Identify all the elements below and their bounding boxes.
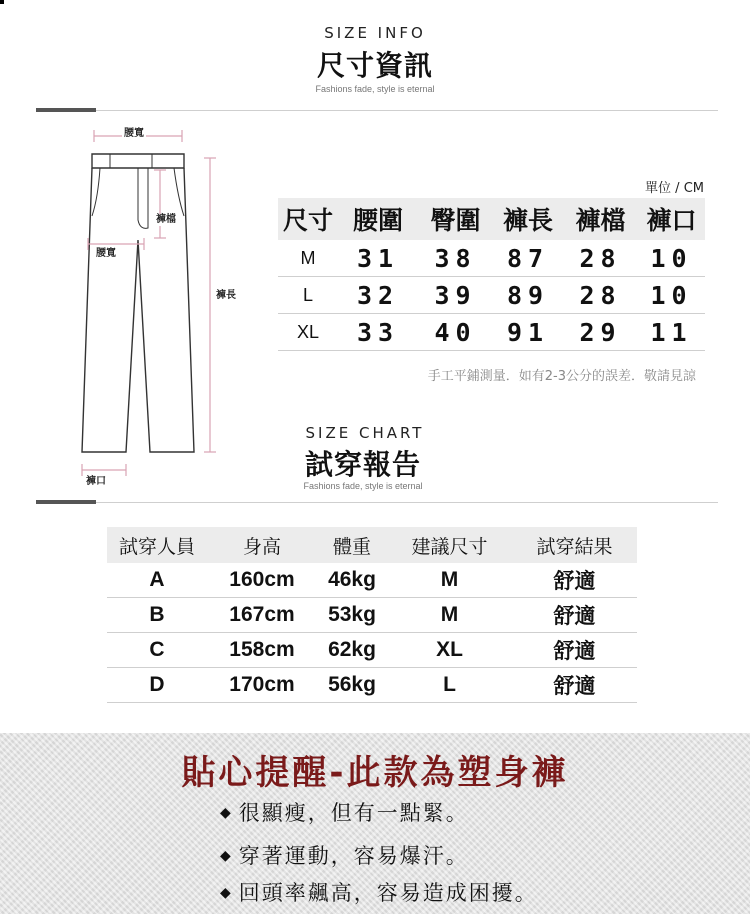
size-cell: 91 — [506, 317, 550, 347]
reminder-title: 貼心提醒-此款為塑身褲 — [181, 753, 569, 793]
measurement-note: 手工平鋪測量．如有2-3公分的誤差．敬請見諒 — [427, 369, 696, 384]
try-cell: 舒適 — [553, 639, 596, 663]
diagram-label-waist-top: 腰寬 — [124, 128, 144, 139]
size-cell: 31 — [356, 243, 400, 273]
table-row — [278, 277, 705, 314]
diagram-label-crotch: 褲檔 — [156, 214, 176, 225]
size-info-subtitle: Fashions fade, style is eternal — [315, 84, 435, 94]
section-divider — [96, 502, 718, 503]
section-rule-accent — [36, 500, 96, 504]
reminder-item — [220, 877, 538, 907]
try-col-height: 身高 — [242, 535, 281, 558]
size-chart-subtitle: Fashions fade, style is eternal — [303, 481, 423, 491]
size-col-length: 褲長 — [502, 206, 553, 235]
size-cell: 11 — [650, 317, 693, 347]
size-cell: 87 — [506, 243, 550, 273]
size-col-waist: 腰圍 — [352, 206, 403, 235]
diagram-label-hem: 褲口 — [86, 476, 106, 487]
reminder-item — [220, 840, 469, 870]
diagram-label-waist-side: 腰寬 — [96, 248, 116, 259]
size-cell: L — [302, 284, 313, 305]
size-cell: 28 — [579, 280, 622, 310]
try-cell: L — [443, 673, 456, 696]
try-cell: 160cm — [229, 568, 295, 591]
try-col-person: 試穿人員 — [118, 535, 195, 558]
diamond-bullet-icon: ◆ — [220, 885, 233, 901]
unit-label: 單位 / CM — [645, 181, 704, 196]
table-row — [278, 240, 705, 277]
try-table-header — [107, 527, 637, 563]
table-row — [107, 598, 637, 633]
try-cell: XL — [436, 638, 463, 661]
try-cell: 56kg — [328, 673, 376, 696]
reminder-item-text: 回頭率飆高，容易造成困擾。 — [238, 881, 538, 905]
size-cell: 29 — [579, 317, 622, 347]
size-cell: 32 — [356, 280, 400, 310]
size-chart-title-zh: 試穿報告 — [304, 448, 421, 481]
try-cell: 167cm — [229, 603, 295, 626]
size-col-crotch: 褲檔 — [575, 206, 626, 235]
try-cell: 舒適 — [553, 604, 596, 628]
try-cell: 62kg — [328, 638, 376, 661]
try-col-result: 試穿結果 — [536, 535, 613, 558]
size-cell: 28 — [579, 243, 622, 273]
size-chart-title-en: SIZE CHART — [305, 424, 425, 442]
reminder-item — [220, 797, 469, 827]
try-col-suggested-size: 建議尺寸 — [411, 535, 488, 558]
size-cell: 10 — [650, 280, 693, 310]
section-rule-accent — [36, 108, 96, 112]
try-cell: 舒適 — [553, 569, 596, 593]
try-cell: C — [149, 638, 165, 661]
try-on-table — [107, 527, 637, 703]
try-cell: M — [440, 568, 459, 591]
size-cell: M — [300, 247, 316, 268]
try-cell: B — [149, 603, 165, 626]
diagram-label-length: 褲長 — [216, 290, 236, 301]
table-row — [107, 563, 637, 598]
try-cell: D — [149, 673, 165, 696]
size-col-hem: 褲口 — [646, 206, 697, 235]
size-cell: 10 — [650, 243, 693, 273]
size-cell: 40 — [434, 317, 477, 347]
try-cell: 158cm — [229, 638, 295, 661]
try-cell: 46kg — [328, 568, 376, 591]
table-row — [278, 314, 705, 351]
try-cell: M — [440, 603, 459, 626]
size-table — [278, 198, 705, 351]
size-col-hip: 臀圍 — [430, 206, 481, 235]
size-cell: 39 — [434, 280, 477, 310]
try-cell: 53kg — [328, 603, 376, 626]
size-info-title-zh: 尺寸資訊 — [316, 49, 433, 82]
table-row — [107, 668, 637, 703]
reminder-item-text: 穿著運動，容易爆汗。 — [238, 844, 469, 868]
section-divider — [96, 110, 718, 111]
reminder-item-text: 很顯瘦，但有一點緊。 — [238, 801, 469, 825]
diamond-bullet-icon: ◆ — [220, 805, 233, 821]
size-col-size: 尺寸 — [282, 206, 333, 235]
size-cell: 89 — [506, 280, 550, 310]
size-table-header — [278, 198, 705, 240]
size-info-title-en: SIZE INFO — [324, 24, 426, 42]
corner-mark — [0, 0, 4, 4]
try-cell: 舒適 — [553, 674, 596, 698]
try-cell: A — [149, 568, 165, 591]
size-cell: 38 — [434, 243, 477, 273]
size-cell: XL — [296, 321, 320, 342]
try-col-weight: 體重 — [332, 535, 371, 558]
diamond-bullet-icon: ◆ — [220, 848, 233, 864]
table-row — [107, 633, 637, 668]
size-cell: 33 — [356, 317, 400, 347]
try-cell: 170cm — [229, 673, 295, 696]
